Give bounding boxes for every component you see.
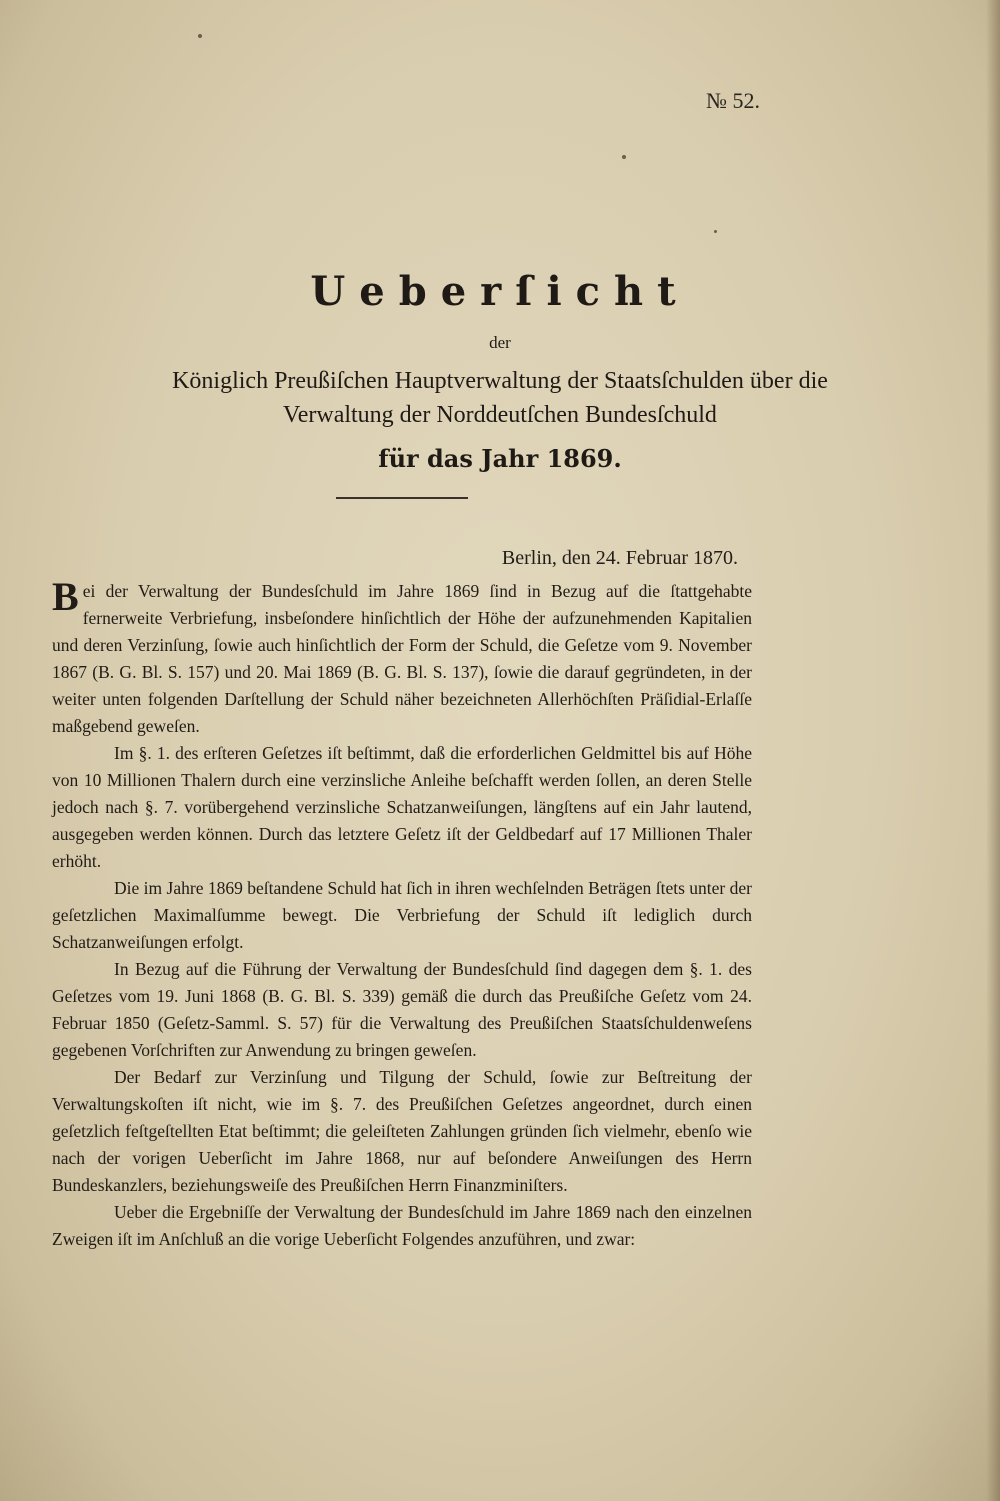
subtitle-der: der [489,333,511,352]
paper-speck [622,155,626,159]
paragraph-6: Ueber die Ergebniſſe der Verwaltung der Bundesſchuld im Jahre 1869 nach den einzelnen Zweigen iſt im Anſchluß an die vorige Ueberſicht Folgendes anzuführen, und zwar: [52,1202,752,1249]
page-edge-shadow [986,0,1000,1501]
paragraph-2: Im §. 1. des erſteren Geſetzes iſt beſtimmt, daß die erforderlichen Geldmittel bis auf Höhe von 10 Millionen Thalern durch eine verzinsliche Anleihe beſchafft werden ſollen, an deren Stelle jedoch nach §. 7. vorübergehend verzinsliche Schatzanweiſungen, längſtens auf ein Jahr lautend, ausgegeben werden können. Durch das letztere Geſetz iſt der Geldbedarf auf 17 Millionen Thaler erhöht. [52,743,752,871]
dateline: Berlin, den 24. Februar 1870. [501,547,738,569]
document-title: Ueberſicht [310,268,690,315]
drop-cap: B [52,574,79,619]
body-text [52,574,752,1253]
subtitle-line-1: Königlich Preußiſchen Hauptverwaltung der Staatsſchulden über die [172,368,828,394]
page-number: № 52. [706,88,760,113]
paper-speck [714,230,717,233]
paragraph-5: Der Bedarf zur Verzinſung und Tilgung der Schuld, ſowie zur Beſtreitung der Verwaltungskoſten iſt nicht, wie im §. 7. des Preußiſchen Geſetzes angeordnet, durch einen geſetzlich feſtgeſtellten Etat beſtimmt; die geleiſteten Zahlungen gründen ſich vielmehr, ebenſo wie nach der vorigen Ueberſicht im Jahre 1868, nur auf beſondere Anweiſungen des Herrn Bundeskanzlers, beziehungsweiſe des Preußiſchen Herrn Finanzminiſters. [52,1067,752,1195]
paragraph-1-text: ei der Verwaltung der Bundesſchuld im Jahre 1869 ſind in Bezug auf die ſtattgehabte fernerweite Verbriefung, insbeſondere hinſichtlich der Höhe der aufzunehmenden Kapitalien und deren Verzinſung, ſowie auch hinſichtlich der Form der Schuld, die Geſetze vom 9. November 1867 (B. G. Bl. S. 157) und 20. Mai 1869 (B. G. Bl. S. 137), ſowie die darauf gegründeten, in der weiter unten folgenden Darſtellung der Schuld näher bezeichneten Allerhöchſten Präſidial-Erlaſſe maßgebend geweſen. [52,581,752,736]
subtitle-year-line: für das Jahr 1869. [378,444,622,473]
paragraph-1 [52,574,752,740]
paragraph-4: In Bezug auf die Führung der Verwaltung der Bundesſchuld ſind dagegen dem §. 1. des Geſetzes vom 19. Juni 1868 (B. G. Bl. S. 339) gemäß die durch das Preußiſche Geſetz vom 24. Februar 1850 (Geſetz-Samml. S. 57) für die Verwaltung des Preußiſchen Staatsſchuldenweſens gegebenen Vorſchriften zur Anwendung zu bringen geweſen. [52,959,752,1060]
paragraph-3: Die im Jahre 1869 beſtandene Schuld hat ſich in ihren wechſelnden Beträgen ſtets unter der geſetzlichen Maximalſumme bewegt. Die Verbriefung der Schuld iſt lediglich durch Schatzanweiſungen erfolgt. [52,878,752,952]
subtitle-line-2: Verwaltung der Norddeutſchen Bundesſchuld [283,402,717,428]
title-divider [336,497,468,499]
paper-speck [198,34,202,38]
title-block [0,262,1000,478]
